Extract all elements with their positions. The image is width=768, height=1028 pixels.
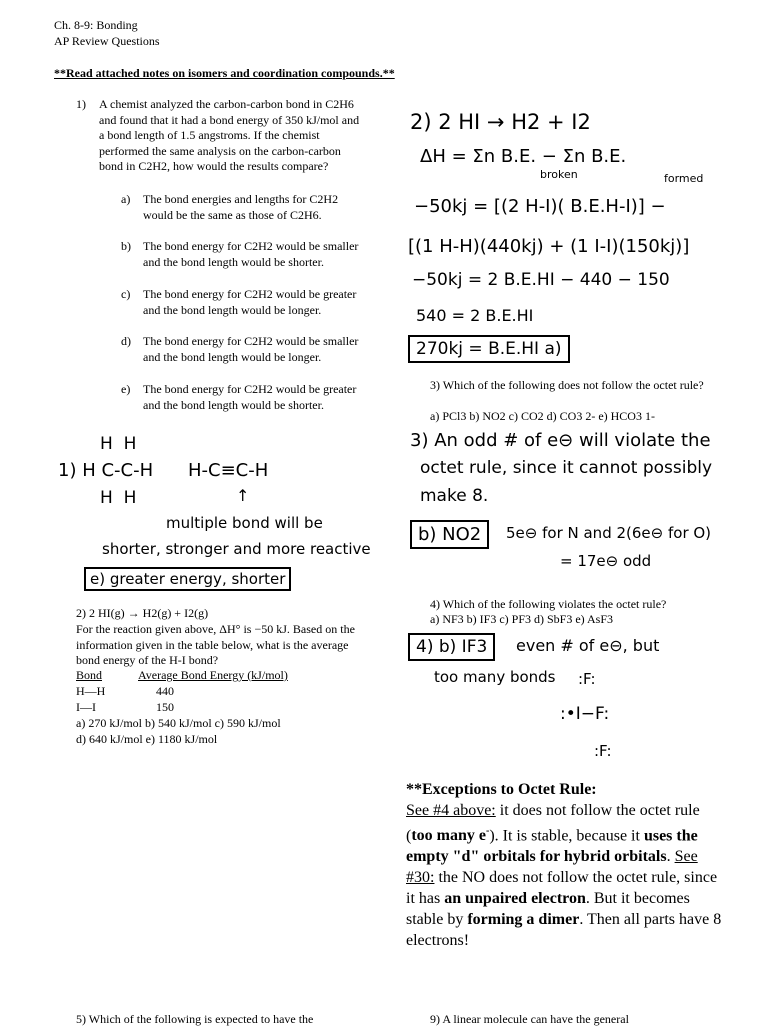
hand3-line3: make 8. xyxy=(420,486,489,506)
text: too many e xyxy=(411,827,486,845)
q1-option-b xyxy=(121,239,361,287)
table-cell-bond: H—H xyxy=(76,684,106,698)
see4-link: See #4 above: xyxy=(406,802,496,819)
q2-reaction: 2) 2 HI(g) → H2(g) + I2(g) xyxy=(76,606,209,620)
option-label: d) xyxy=(121,334,131,348)
hand3-line5: = 17e⊖ odd xyxy=(560,552,652,570)
hand-answer-4: 4) b) IF3 xyxy=(408,633,495,661)
q4-answers: a) NF3 b) IF3 c) PF3 d) SbF3 e) AsF3 xyxy=(430,612,614,626)
hand2-formed: formed xyxy=(664,172,704,185)
text: the NO does not follow the octet rule, since it has xyxy=(406,869,718,908)
page-subtitle: AP Review Questions xyxy=(54,34,160,48)
option-text: The bond energy for C2H2 would be smaller and the bond length would be longer. xyxy=(143,334,359,364)
exceptions-body xyxy=(406,800,726,951)
ethane-h-top: H H xyxy=(100,434,137,454)
ethyne-structure: H-C≡C-H xyxy=(188,460,269,481)
chapter-title: Ch. 8-9: Bonding xyxy=(54,18,138,32)
hand2-line4: [(1 H-H)(440kj) + (1 I-I)(150kj)] xyxy=(408,236,690,257)
text: uses the empty "d" orbitals for hybrid orbitals xyxy=(406,827,698,866)
hand-note-line1: multiple bond will be xyxy=(166,514,323,532)
exceptions-section xyxy=(406,779,726,951)
text: . xyxy=(666,848,675,866)
ethane-h-bottom: H H xyxy=(100,488,137,508)
q1-option-d xyxy=(121,334,361,382)
text: forming a dimer xyxy=(467,911,580,929)
q5-stem: 5) Which of the following is expected to have the xyxy=(76,1012,314,1026)
hand-note-line2: shorter, stronger and more reactive xyxy=(102,540,371,558)
hand2-line5: −50kj = 2 B.E.HI − 440 − 150 xyxy=(412,270,670,290)
table-cell-energy: 440 xyxy=(156,684,174,698)
text: it does not follow the octet rule ( xyxy=(406,802,700,845)
ethane-structure: 1) H C-C-H xyxy=(58,460,154,481)
option-text: The bond energy for C2H2 would be smaller and the bond length would be shorter. xyxy=(143,239,359,269)
q1-option-a xyxy=(121,192,361,239)
lewis-fluorine-top: :F: xyxy=(578,670,596,688)
hand3-line2: octet rule, since it cannot possibly xyxy=(420,458,713,478)
hand2-line6: 540 = 2 B.E.HI xyxy=(416,306,534,325)
q4-stem: 4) Which of the following violates the octet rule? xyxy=(430,597,667,611)
hand3-line1: 3) An odd # of e⊖ will violate the xyxy=(410,430,711,451)
option-label: e) xyxy=(121,382,131,396)
q2-answers-row2: d) 640 kJ/mol e) 1180 kJ/mol xyxy=(76,732,218,746)
q9-stem: 9) A linear molecule can have the general xyxy=(430,1012,629,1026)
text: ). It is stable, because it xyxy=(489,827,644,845)
see30-link: See #30: xyxy=(406,848,698,887)
table-header-bond: Bond xyxy=(76,668,103,682)
hand2-equation: ΔH = Σn B.E. − Σn B.E. xyxy=(420,146,627,167)
q1-option-e xyxy=(121,382,361,413)
option-text: The bond energies and lengths for C2H2 would be the same as those of C2H6. xyxy=(143,192,339,222)
text: an unpaired electron xyxy=(444,890,586,908)
hand3-line4: 5e⊖ for N and 2(6e⊖ for O) xyxy=(506,524,712,542)
option-text: The bond energy for C2H2 would be greater and the bond length would be longer. xyxy=(143,287,357,317)
q2-answers-row1: a) 270 kJ/mol b) 540 kJ/mol c) 590 kJ/mol xyxy=(76,716,281,730)
too-many-electrons: too many e- xyxy=(411,826,490,845)
q1-stem-text: A chemist analyzed the carbon-carbon bond in C2H6 and found that it had a bond energy of 350 kJ/mol and a bond length of 1.5 angstroms. If the chemist performed the same analysis on the carbon-carbon bond in C2H2, how would the results compare? xyxy=(99,97,360,173)
table-cell-bond: I—I xyxy=(76,700,96,714)
table-header-energy: Average Bond Energy (kJ/mol) xyxy=(138,668,288,682)
text: . Then all parts have 8 electrons! xyxy=(406,911,722,950)
lewis-iodine-center: :•I−F: xyxy=(560,704,610,724)
hand4-line2: too many bonds xyxy=(434,668,556,686)
hand2-broken: broken xyxy=(540,168,578,181)
q1-number: 1) xyxy=(76,97,86,111)
hand-answer-3: b) NO2 xyxy=(410,520,489,549)
q1-stem xyxy=(99,97,361,175)
hand2-reaction: 2) 2 HI → H2 + I2 xyxy=(410,110,591,134)
q3-stem: 3) Which of the following does not follow the octet rule? xyxy=(430,378,704,392)
arrow-icon: ↑ xyxy=(236,486,250,505)
q1-option-c xyxy=(121,287,361,334)
lewis-fluorine-bottom: :F: xyxy=(594,742,612,760)
hand4-line1: even # of e⊖, but xyxy=(516,636,660,655)
option-label: c) xyxy=(121,287,131,301)
option-label: b) xyxy=(121,239,131,253)
option-text: The bond energy for C2H2 would be greater and the bond length would be shorter. xyxy=(143,382,357,412)
exceptions-title: **Exceptions to Octet Rule: xyxy=(406,781,597,798)
hand-answer-2: 270kj = B.E.HI a) xyxy=(408,335,570,363)
text: . But it becomes stable by xyxy=(406,890,690,929)
q1-options xyxy=(121,192,361,413)
option-label: a) xyxy=(121,192,131,206)
q2-stem: For the reaction given above, ΔH° is −50 kJ. Based on the information given in the table below, what is the average bond energy of the H-I bond? xyxy=(76,622,355,667)
hand-answer-1: e) greater energy, shorter xyxy=(84,567,291,591)
hand2-line3: −50kj = [(2 H-I)( B.E.H-I)] − xyxy=(414,196,666,217)
notes-instruction: **Read attached notes on isomers and coordination compounds.** xyxy=(54,66,395,80)
table-cell-energy: 150 xyxy=(156,700,174,714)
q3-answers: a) PCl3 b) NO2 c) CO2 d) CO3 2- e) HCO3 1- xyxy=(430,409,655,423)
